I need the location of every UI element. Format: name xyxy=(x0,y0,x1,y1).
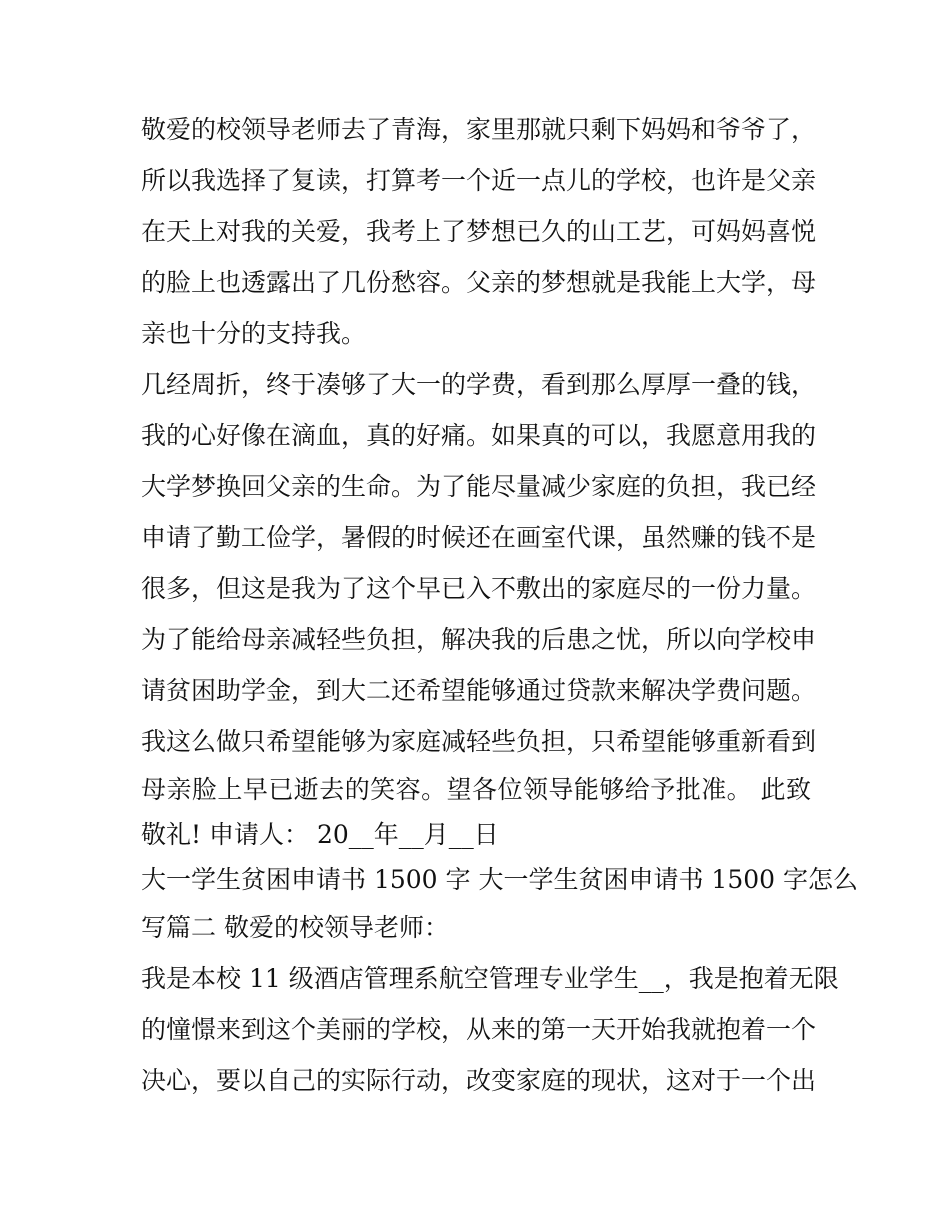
text-line: 大学梦换回父亲的生命。为了能尽量减少家庭的负担，我已经 xyxy=(141,472,817,501)
text-line: 为了能给母亲减轻些负担，解决我的后患之忧，所以向学校申 xyxy=(141,625,817,654)
text-line: 我是本校 11 级酒店管理系航空管理专业学生__，我是抱着无限 xyxy=(141,964,839,993)
text-line: 很多，但这是我为了这个早已入不敷出的家庭尽的一份力量。 xyxy=(141,574,817,603)
text-line: 几经周折，终于凑够了大一的学费，看到那么厚厚一叠的钱， xyxy=(141,370,817,399)
text-line: 写篇二 敬爱的校领导老师： xyxy=(141,913,449,942)
text-line: 请贫困助学金，到大二还希望能够通过贷款来解决学费问题。 xyxy=(141,676,817,705)
text-line: 我的心好像在滴血，真的好痛。如果真的可以，我愿意用我的 xyxy=(141,421,817,450)
text-line: 大一学生贫困申请书 1500 字 大一学生贫困申请书 1500 字怎么 xyxy=(141,865,858,894)
text-line: 敬礼! 申请人： 20__年__月__日 xyxy=(141,820,499,849)
text-line: 亲也十分的支持我。 xyxy=(141,319,367,348)
text-line: 决心，要以自己的实际行动，改变家庭的现状，这对于一个出 xyxy=(141,1066,817,1095)
text-line: 的脸上也透露出了几份愁容。父亲的梦想就是我能上大学，母 xyxy=(141,268,817,297)
text-line: 的憧憬来到这个美丽的学校，从来的第一天开始我就抱着一个 xyxy=(141,1015,817,1044)
text-line: 母亲脸上早已逝去的笑容。望各位领导能够给予批准。 此致 xyxy=(141,775,811,804)
text-line: 我这么做只希望能够为家庭减轻些负担，只希望能够重新看到 xyxy=(141,727,817,756)
text-line: 敬爱的校领导老师去了青海，家里那就只剩下妈妈和爷爷了， xyxy=(141,115,817,144)
text-line: 在天上对我的关爱，我考上了梦想已久的山工艺，可妈妈喜悦 xyxy=(141,217,817,246)
text-line: 所以我选择了复读，打算考一个近一点儿的学校，也许是父亲 xyxy=(141,166,817,195)
document-body xyxy=(141,104,858,1106)
text-line: 申请了勤工俭学，暑假的时候还在画室代课，虽然赚的钱不是 xyxy=(141,523,817,552)
